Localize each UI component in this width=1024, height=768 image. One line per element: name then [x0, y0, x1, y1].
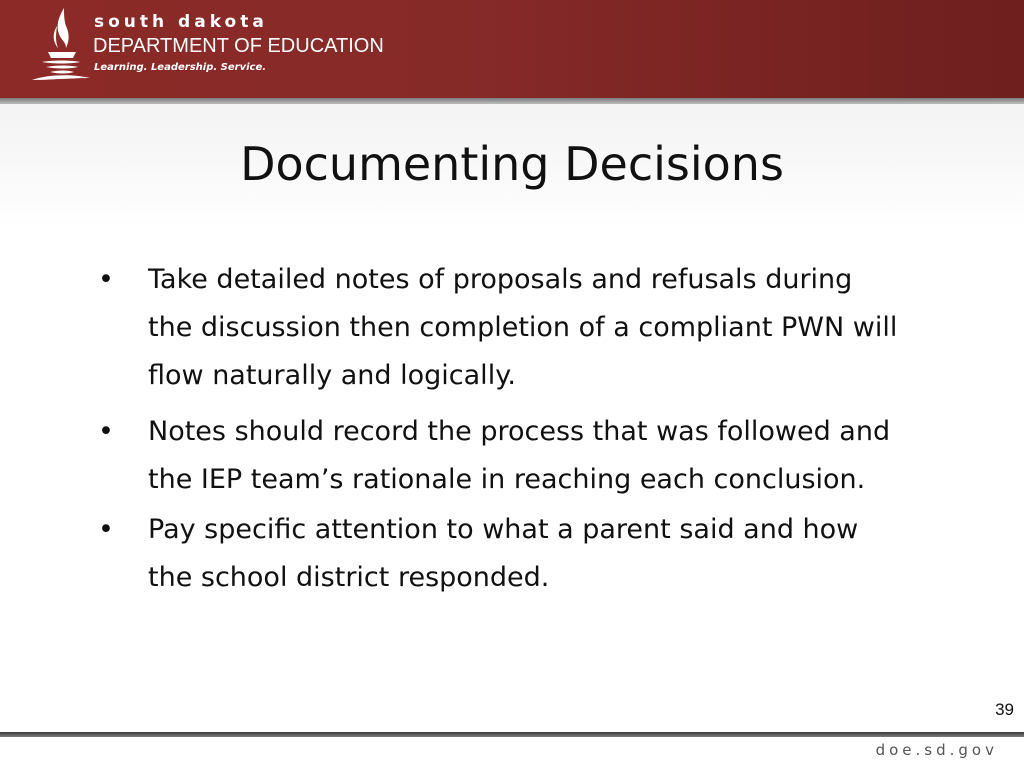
bullet-item [98, 256, 898, 400]
torch-flame-logo-icon [28, 4, 94, 86]
bullet-item [98, 408, 898, 504]
bullet-text: Pay specific attention to what a parent said and how the school district responded. [148, 514, 859, 593]
header-banner [0, 0, 1024, 98]
bullet-marker: • [98, 416, 114, 447]
header-divider [0, 98, 1024, 104]
bullet-item [98, 506, 898, 602]
brand-department-name: DEPARTMENT OF EDUCATION [93, 35, 384, 57]
bullet-text: Notes should record the process that was followed and the IEP team’s rationale in reaching each conclusion. [148, 416, 891, 495]
bullet-list [98, 256, 898, 610]
page-number: 39 [995, 700, 1014, 719]
bullet-text: Take detailed notes of proposals and refusals during the discussion then completion of a compliant PWN will flow naturally and logically. [148, 264, 898, 391]
bullet-marker: • [98, 264, 114, 295]
footer-url: doe.sd.gov [875, 741, 998, 759]
brand-tagline: Learning. Leadership. Service. [94, 62, 267, 73]
bullet-marker: • [98, 514, 114, 545]
slide-title: Documenting Decisions [240, 137, 784, 191]
footer-divider [0, 732, 1024, 737]
brand-state-name: south dakota [94, 12, 268, 32]
